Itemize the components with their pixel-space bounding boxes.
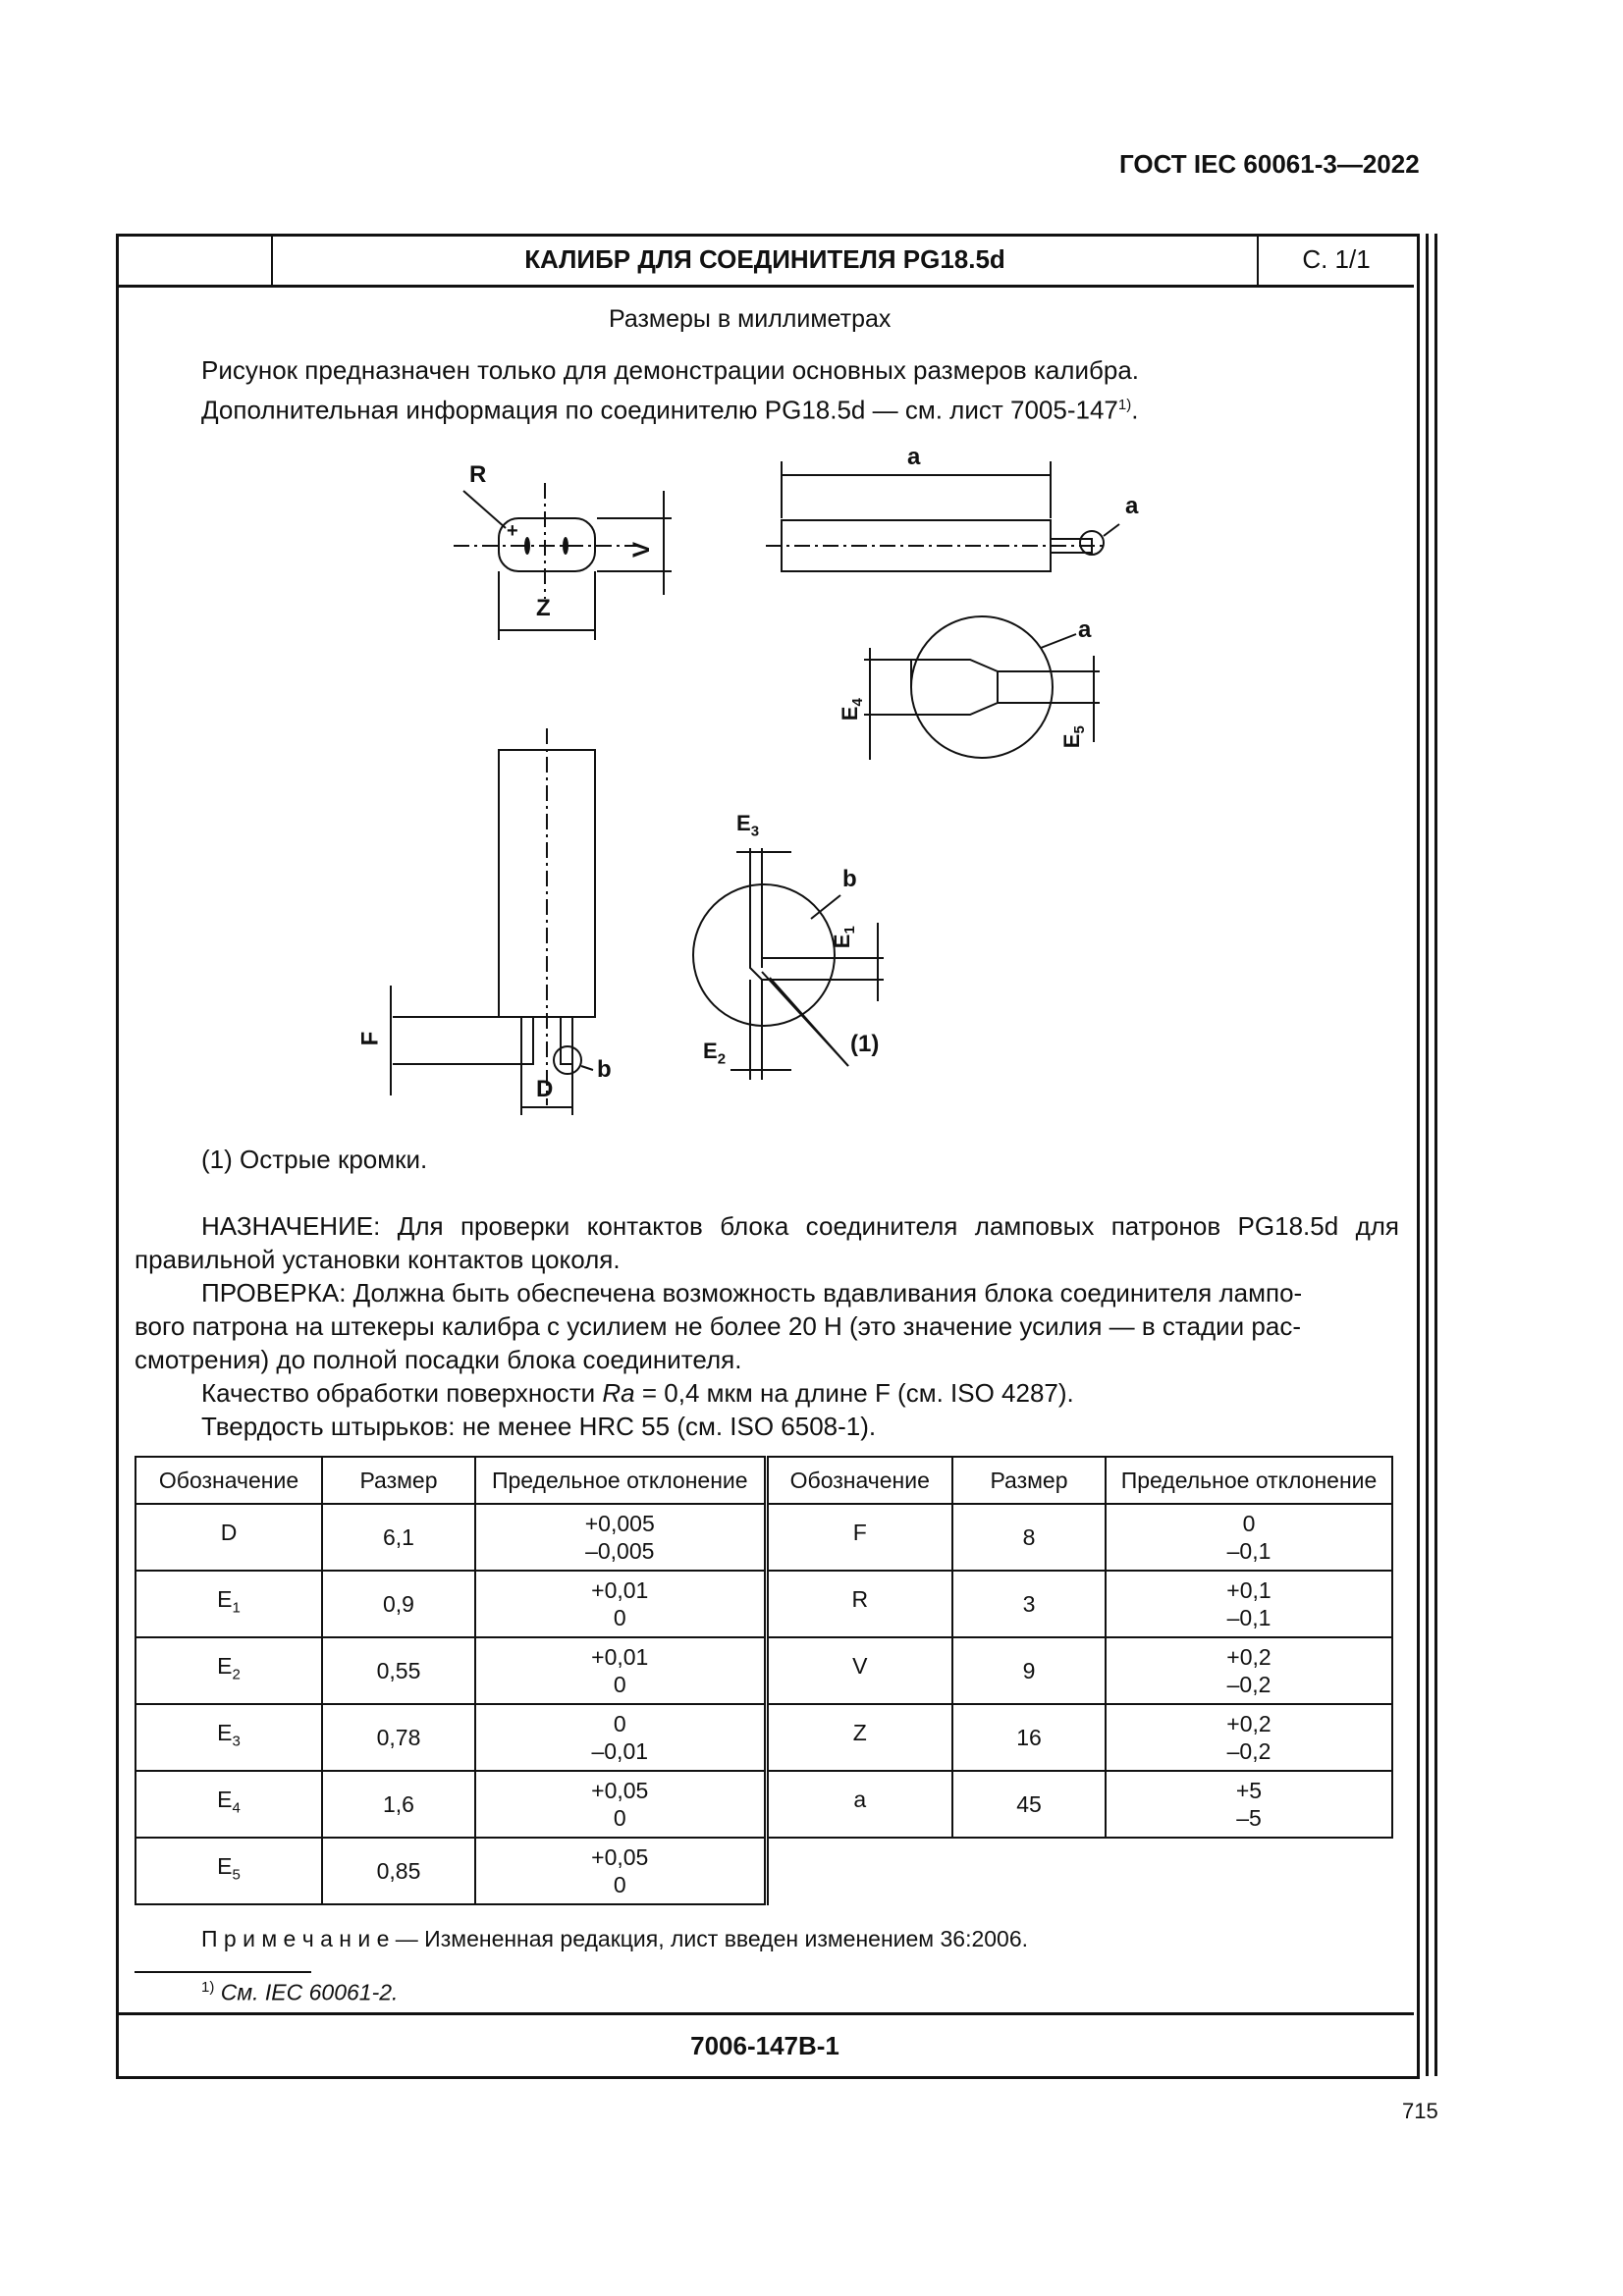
intro-line-1: Рисунок предназначен только для демонстрации основных размеров калибра. (201, 355, 1140, 385)
intro-line-2: Дополнительная информация по соединителю PG18.5d — см. лист 7005-147$^{1)}$. (201, 395, 1139, 425)
footnote-rule (135, 1971, 311, 1973)
designation-cell: $E_3$ (135, 1704, 322, 1771)
label-a-dimension: a (907, 444, 921, 470)
table-row (135, 1771, 1392, 1838)
header-tolerance: Предельное отклонение (1106, 1457, 1392, 1504)
header-size: Размер (952, 1457, 1106, 1504)
label-D: D (536, 1076, 554, 1102)
tolerance-cell: +0,005 –0,005 (475, 1504, 766, 1571)
label-E4: $E_4$ (837, 698, 867, 721)
size-cell: 16 (952, 1704, 1106, 1771)
size-cell: 0,55 (322, 1637, 475, 1704)
label-b-detail: b (842, 866, 857, 892)
designation-cell: R (766, 1571, 952, 1637)
surface-quality: Качество обработки поверхности Ra = 0,4 мкм на длине F (см. ISO 4287). (201, 1378, 1074, 1408)
designation-cell: a (766, 1771, 952, 1838)
tolerance-cell: 0 –0,1 (1106, 1504, 1392, 1571)
check-line-2: вого патрона на штекеры калибра с усилием не более 20 Н (это значение усилия — в стадии рас- (135, 1311, 1301, 1341)
tolerance-cell: +0,2 –0,2 (1106, 1704, 1392, 1771)
header-designation: Обозначение (766, 1457, 952, 1504)
size-cell: 0,9 (322, 1571, 475, 1637)
page-number: 715 (1402, 2099, 1438, 2123)
legend-sharp-edges: (1) Острые кромки. (201, 1145, 428, 1174)
designation-cell: $E_2$ (135, 1637, 322, 1704)
label-plus: + (507, 520, 518, 542)
label-a-callout: a (1125, 493, 1139, 519)
size-cell: 0,78 (322, 1704, 475, 1771)
label-a-detail: a (1078, 616, 1092, 643)
label-V: V (628, 541, 656, 559)
size-cell: 1,6 (322, 1771, 475, 1838)
detail-a-circle (911, 616, 1053, 758)
label-E1: $E_1$ (829, 926, 859, 949)
tolerance-cell: 0 –0,01 (475, 1704, 766, 1771)
tolerance-cell: +0,1 –0,1 (1106, 1571, 1392, 1637)
label-R: R (469, 461, 487, 488)
label-b-callout: b (597, 1056, 612, 1083)
document-code: ГОСТ IEC 60061-3—2022 (1119, 149, 1420, 179)
designation-cell: Z (766, 1704, 952, 1771)
header-designation: Обозначение (135, 1457, 322, 1504)
designation-cell: $E_1$ (135, 1571, 322, 1637)
amendment-note: П р и м е ч а н и е — Измененная редакция, лист введен изменением 36:2006. (201, 1926, 1029, 1951)
sheet-number: С. 1/1 (1302, 243, 1371, 274)
designation-cell: D (135, 1504, 322, 1571)
tolerance-cell: +0,01 0 (475, 1637, 766, 1704)
check-line-1: ПРОВЕРКА: Должна быть обеспечена возможность вдавливания блока соединителя лампо- (201, 1278, 1303, 1308)
label-Z: Z (536, 595, 551, 621)
purpose-paragraph: НАЗНАЧЕНИЕ: Для проверки контактов блока соединителя ламповых патронов PG18.5d для правильной установки контактов цоколя. (135, 1211, 1399, 1274)
pin-hardness: Твердость штырьков: не менее HRC 55 (см. ISO 6508-1). (201, 1412, 877, 1441)
header-size: Размер (322, 1457, 475, 1504)
label-E3: $E_3$ (736, 811, 760, 840)
empty-cell (766, 1838, 952, 1904)
tolerance-cell: +0,05 0 (475, 1838, 766, 1904)
designation-cell: F (766, 1504, 952, 1571)
designation-cell: $E_4$ (135, 1771, 322, 1838)
label-F: F (356, 1031, 384, 1046)
tolerance-cell: +0,01 0 (475, 1571, 766, 1637)
size-cell: 0,85 (322, 1838, 475, 1904)
size-cell: 9 (952, 1637, 1106, 1704)
size-cell: 45 (952, 1771, 1106, 1838)
table-row (135, 1637, 1392, 1704)
units-note: Размеры в миллиметрах (609, 305, 892, 333)
tolerance-cell: +0,2 –0,2 (1106, 1637, 1392, 1704)
header-tolerance: Предельное отклонение (475, 1457, 766, 1504)
empty-cell (952, 1838, 1106, 1904)
empty-cell (1106, 1838, 1392, 1904)
label-E5: $E_5$ (1058, 725, 1089, 749)
designation-cell: $E_5$ (135, 1838, 322, 1904)
designation-cell: V (766, 1637, 952, 1704)
table-row (135, 1704, 1392, 1771)
tolerance-cell: +0,05 0 (475, 1771, 766, 1838)
label-E2: $E_2$ (703, 1039, 727, 1068)
tolerance-cell: +5 –5 (1106, 1771, 1392, 1838)
size-cell: 8 (952, 1504, 1106, 1571)
size-cell: 6,1 (322, 1504, 475, 1571)
table-row (135, 1571, 1392, 1637)
table-row (135, 1504, 1392, 1571)
dimensions-table (135, 1456, 1393, 1905)
table-header-row (135, 1457, 1392, 1504)
label-sharp-edges: (1) (850, 1031, 880, 1057)
check-line-3: смотрения) до полной посадки блока соединителя. (135, 1345, 742, 1374)
sheet-code: 7006-147B-1 (116, 2012, 1414, 2076)
detail-b-circle (693, 884, 835, 1026)
sheet-title: КАЛИБР ДЛЯ СОЕДИНИТЕЛЯ PG18.5d (273, 234, 1259, 285)
table-row (135, 1838, 1392, 1904)
size-cell: 3 (952, 1571, 1106, 1637)
footnote: $^{1)}$ См. IEC 60061-2. (201, 1979, 399, 2005)
